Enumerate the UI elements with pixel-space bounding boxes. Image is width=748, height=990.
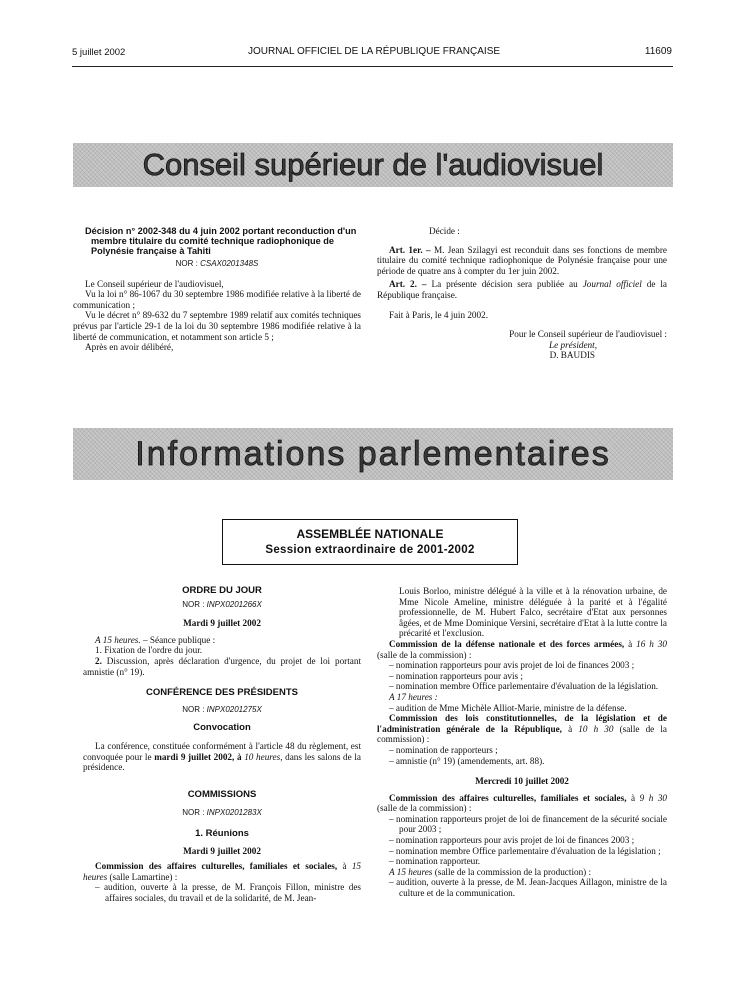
ordre-item-1: 1. Fixation de l'ordre du jour. — [95, 645, 203, 656]
mardi-heading-2: Mardi 9 juillet 2002 — [183, 845, 261, 856]
defense-item-1: – nomination rapporteurs pour avis projet de loi de finances 2003 ; — [389, 660, 635, 671]
page-number: 11609 — [644, 46, 672, 57]
csa-para-2: Vu la loi n° 86-1067 du 30 septembre 1986 modifiée relative à la liberté de communication ; — [73, 289, 361, 310]
defense-17h: A 17 heures : — [389, 691, 438, 702]
seance-line: A 15 heures. – Séance publique : — [95, 634, 216, 645]
cafs-item: – audition, ouverte à la presse, de M. François Fillon, ministre des affaires sociales, du travail et de la solidarité, de M. Jean- — [95, 882, 361, 903]
cafs2-15h: A 15 heures (salle de la commission de la production) : — [389, 866, 592, 877]
convocation-text: La conférence, constituée conformément à l'article 48 du règlement, est convoquée pour le mardi 9 juillet 2002, à 10 heures, dans les salons de la présidence. — [83, 740, 361, 773]
cafs2-item-2: – nomination rapporteurs pour avis projet de loi de finances 2003 ; — [389, 835, 635, 846]
convocation-heading: Convocation — [193, 722, 251, 734]
conference-nor: NOR : INPX0201275X — [182, 704, 262, 714]
lois-item-2: – amnistie (n° 19) (amendements, art. 88). — [389, 755, 545, 766]
cafs2-item-5: – audition, ouverte à la presse, de M. Jean-Jacques Aillagon, ministre de la culture et de la communication. — [389, 877, 667, 899]
csa-para-4: Après en avoir délibéré, — [85, 342, 174, 353]
defense-item-4: – audition de Mme Michèle Alliot-Marie, ministre de la défense. — [389, 702, 627, 713]
an-right-column — [377, 586, 667, 899]
csa-decision-title: Décision n° 2002-348 du 4 juin 2002 portant reconduction d'un membre titulaire du comité technique radiophonique de Polynésie française à Tahiti — [85, 226, 357, 256]
commissions-heading: COMMISSIONS — [187, 788, 257, 800]
csa-art1: Art. 1er. – M. Jean Szilagyi est reconduit dans ses fonctions de membre titulaire du comité technique radiophonique de Polynésie française pour une période de quatre ans à compter du 1er juin 2002. — [377, 244, 668, 276]
session-title: Session extraordinaire de 2001-2002 — [265, 544, 475, 556]
assemblee-title: ASSEMBLÉE NATIONALE — [296, 527, 444, 541]
csa-pour: Pour le Conseil supérieur de l'audiovisuel : — [509, 329, 667, 340]
conference-heading: CONFÉRENCE DES PRÉSIDENTS — [145, 687, 299, 699]
commissions-nor: NOR : INPX0201283X — [182, 808, 262, 818]
csa-banner — [73, 143, 673, 187]
parliament-banner-title: Informations parlementaires — [135, 434, 611, 473]
mercredi-heading: Mercredi 10 juillet 2002 — [475, 776, 569, 787]
issue-date: 5 juillet 2002 — [72, 47, 126, 58]
journal-title: JOURNAL OFFICIEL DE LA RÉPUBLIQUE FRANÇAISE — [247, 46, 501, 57]
ordre-item-2: 2. Discussion, après déclaration d'urgence, du projet de loi portant amnistie (n° 19). — [83, 655, 361, 677]
lois-item-1: – nomination de rapporteurs ; — [389, 744, 498, 755]
defense-item-3: – nomination membre Office parlementaire d'évaluation de la législation. — [389, 681, 659, 692]
cafs2-item-1: – nomination rapporteurs projet de loi de financement de la sécurité sociale pour 2003 ; — [389, 813, 667, 835]
assemblee-box — [222, 519, 518, 565]
cafs-heading: Commission des affaires culturelles, familiales et sociales, à 15 heures (salle Lamartine) : — [83, 861, 362, 882]
cafs2-item-3: – nomination membre Office parlementaire d'évaluation de la législation ; — [389, 845, 661, 856]
reunions-heading: 1. Réunions — [195, 827, 249, 839]
defense-item-2: – nomination rapporteurs pour avis ; — [389, 670, 523, 681]
defense-heading: Commission de la défense nationale et des forces armées, à 16 h 30 (salle de la commission) : — [377, 638, 667, 660]
an-left-column — [83, 586, 361, 903]
lois-heading: Commission des lois constitutionnelles, de la législation et de l'administration générale de la République, à 10 h 30 (salle de la commission) : — [377, 713, 667, 745]
audition-continued: Louis Borloo, ministre délégué à la ville et à la rénovation urbaine, de Mme Nicole Ameline, ministre déléguée à la parité et à l'égalité professionnelle, de M. Hubert Falco, secrétaire d'Etat aux personnes âgées, et de Mme Dominique Versini, secrétaire d'Etat à la lutte contre la précarité et l'exclusion. — [399, 586, 667, 639]
cafs2-heading: Commission des affaires culturelles, familiales et sociales, à 9 h 30 (salle de la commission) : — [377, 792, 668, 814]
csa-decide: Décide : — [429, 226, 460, 236]
csa-fait: Fait à Paris, le 4 juin 2002. — [389, 309, 489, 320]
csa-para-1: Le Conseil supérieur de l'audiovisuel, — [85, 278, 224, 289]
ordre-du-jour-heading: ORDRE DU JOUR — [182, 585, 262, 596]
csa-para-3: Vu le décret n° 89-632 du 7 septembre 1989 relatif aux comités techniques prévus par l'article 29-1 de la loi du 30 septembre 1986 modifiée relative à la liberté de communication, et notamment son article 5 ; — [73, 310, 361, 342]
mardi-heading: Mardi 9 juillet 2002 — [183, 618, 261, 629]
header-rule — [72, 66, 673, 67]
csa-decision-right — [377, 226, 667, 361]
csa-decision-left — [73, 226, 361, 353]
csa-president: Le président, — [549, 339, 597, 350]
cafs2-item-4: – nomination rapporteur. — [389, 856, 481, 867]
csa-art2: Art. 2. – La présente décision sera publiée au Journal officiel de la République française. — [377, 279, 668, 300]
ordre-nor: NOR : INPX0201266X — [182, 599, 262, 609]
csa-nor: NOR : CSAX0201348S — [175, 259, 259, 268]
parliament-banner — [73, 428, 673, 480]
csa-banner-title: Conseil supérieur de l'audiovisuel — [142, 147, 604, 182]
csa-signature: D. BAUDIS — [549, 350, 595, 361]
